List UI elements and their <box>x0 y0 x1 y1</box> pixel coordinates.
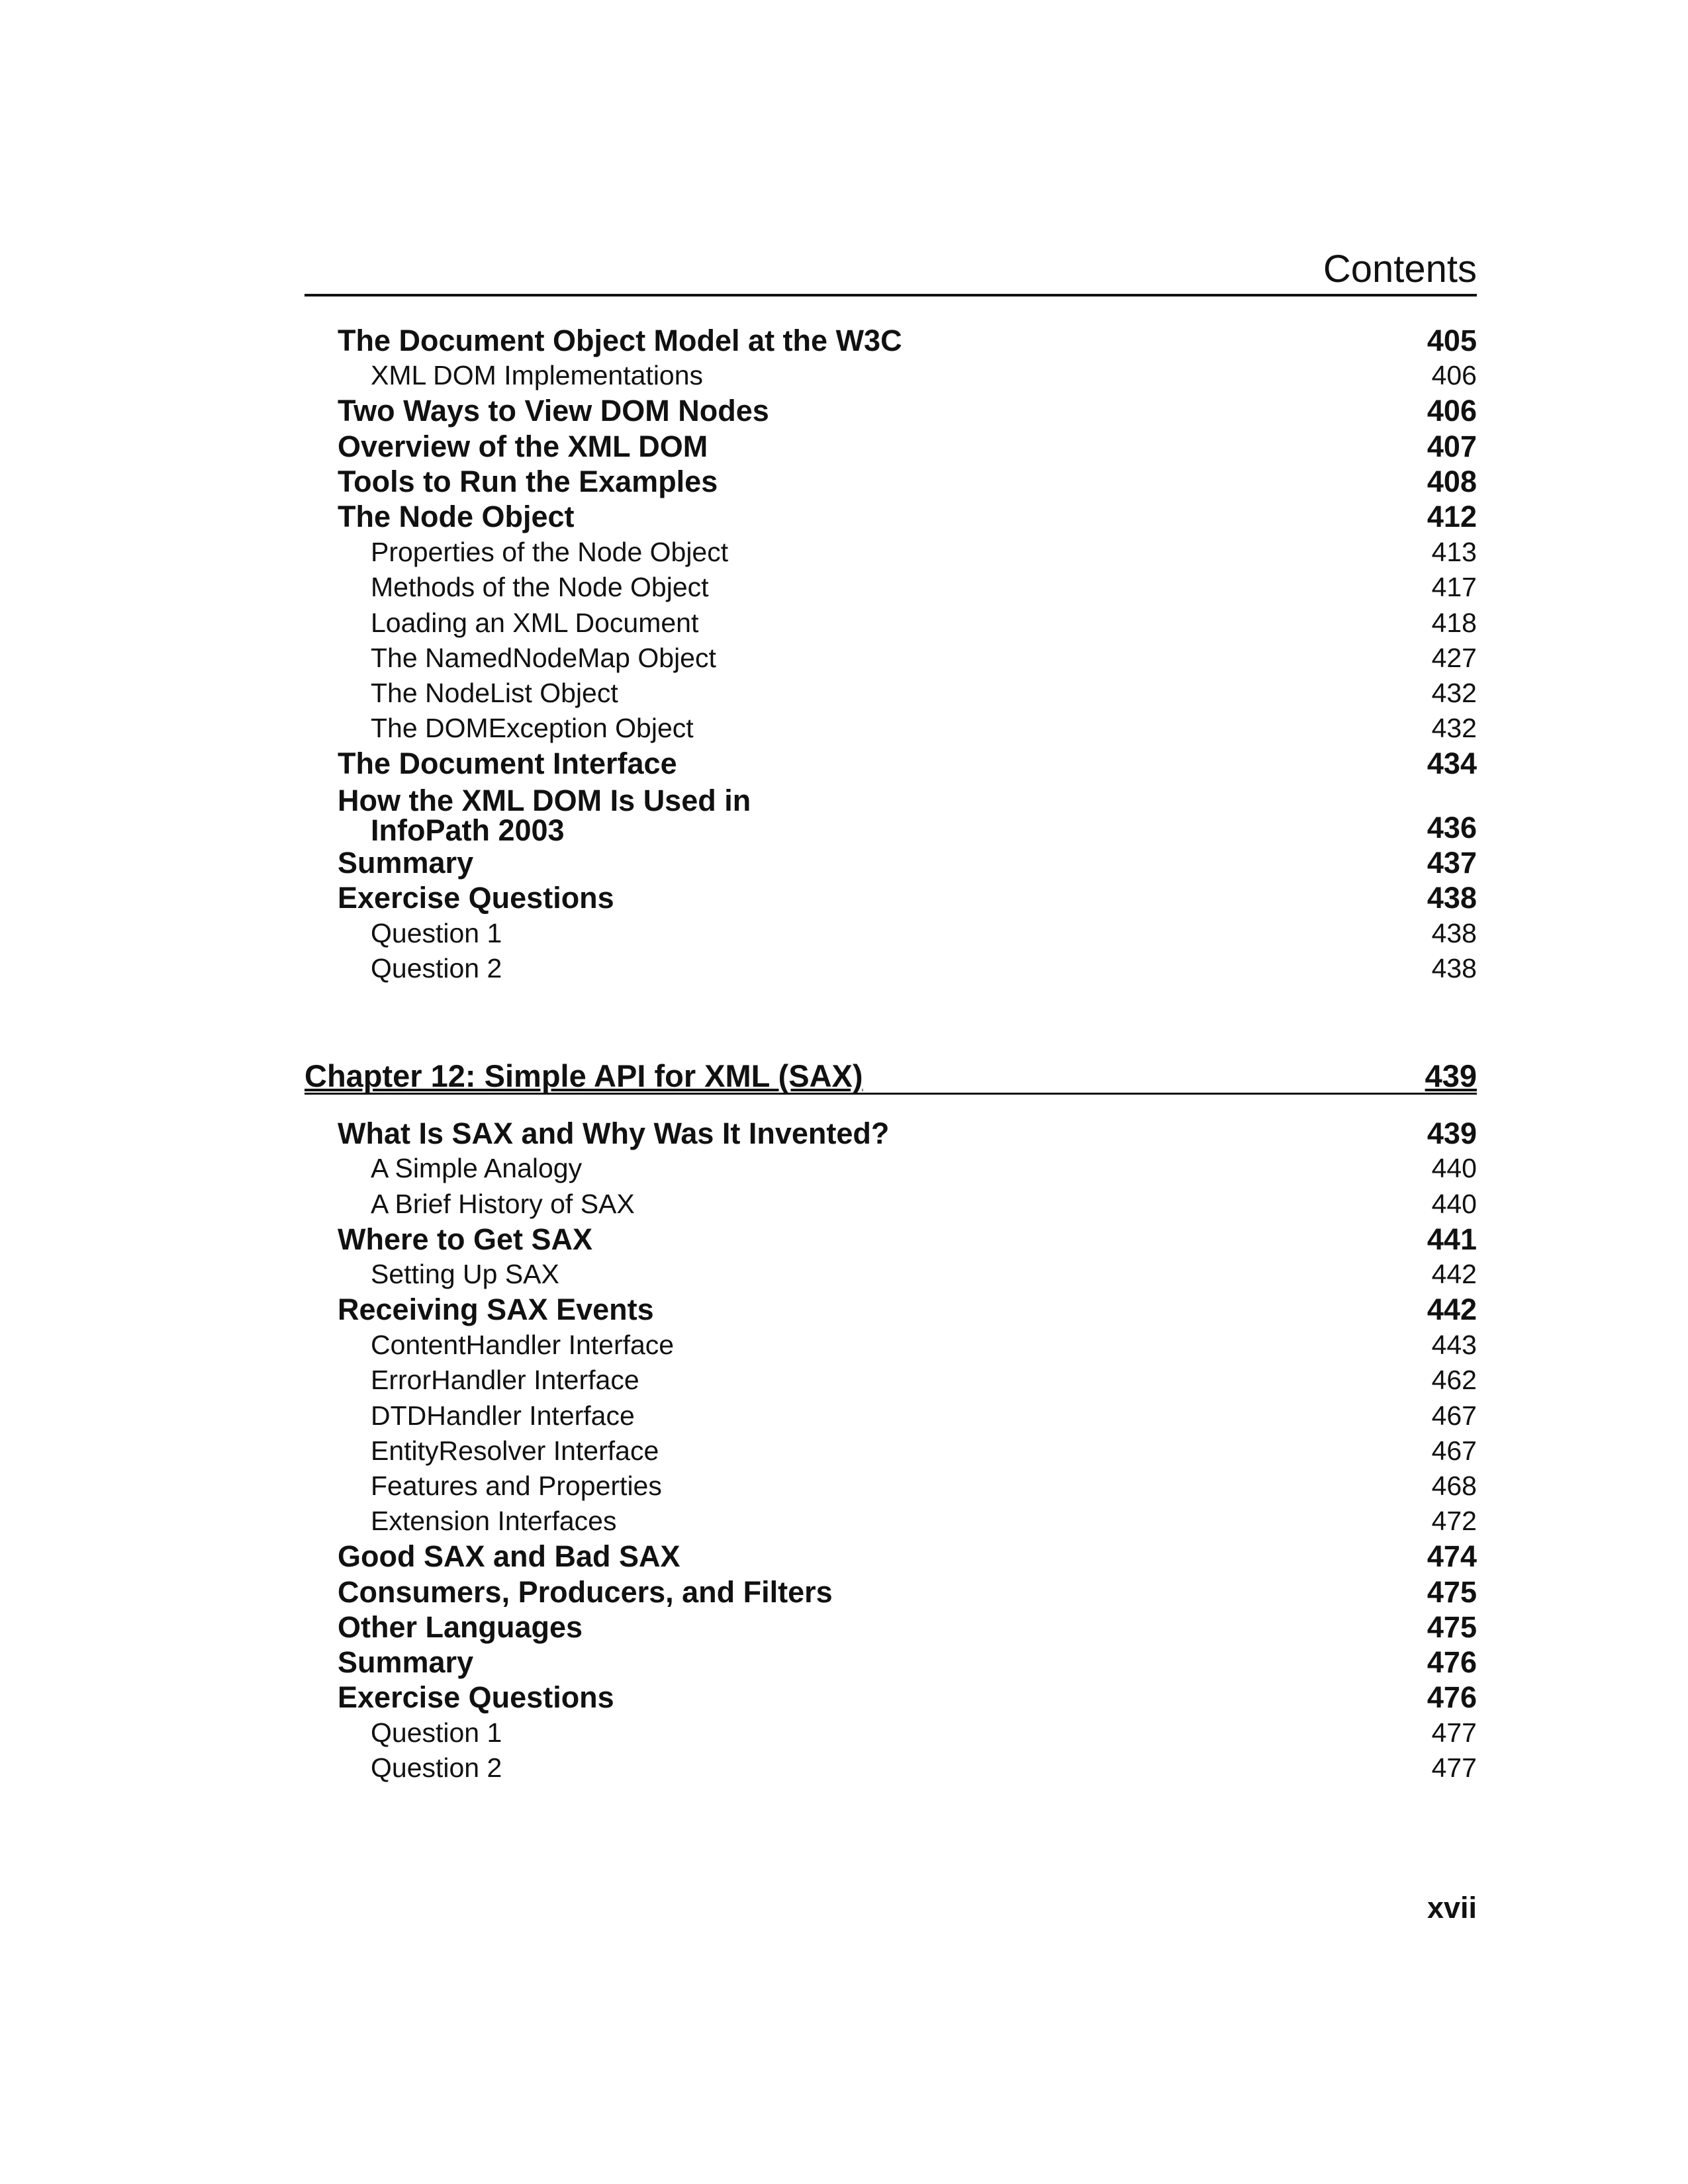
toc-subentry[interactable] <box>305 951 1477 986</box>
toc-entry-label: The Document Interface <box>338 747 677 781</box>
toc-entry-page-number: 427 <box>1431 642 1477 673</box>
toc-entry-page-number: 442 <box>1427 1293 1477 1327</box>
toc-entry-page-number: 418 <box>1431 607 1477 638</box>
toc-entry-page-number: 440 <box>1431 1188 1477 1219</box>
toc-entry-page-number: 439 <box>1427 1116 1477 1150</box>
toc-entry-page-number: 417 <box>1431 572 1477 603</box>
chapter-page-number: 439 <box>1425 1058 1477 1093</box>
toc-subentry[interactable] <box>305 915 1477 950</box>
toc-entry-page-number: 467 <box>1431 1435 1477 1466</box>
toc-entry-label: Good SAX and Bad SAX <box>338 1539 680 1574</box>
toc-entry[interactable] <box>305 880 1477 915</box>
toc-entry-page-number: 413 <box>1431 536 1477 567</box>
toc-subentry[interactable] <box>305 1398 1477 1433</box>
toc-entry-page-number: 438 <box>1431 917 1477 948</box>
toc-entry-page-number: 475 <box>1427 1610 1477 1644</box>
toc-entry-label: Question 2 <box>371 1752 502 1784</box>
toc-entry[interactable] <box>305 747 1477 782</box>
toc-entry[interactable] <box>305 1539 1477 1574</box>
toc-entry-label: Overview of the XML DOM <box>338 429 708 463</box>
toc-entry-label: A Simple Analogy <box>371 1153 583 1184</box>
toc-entry-label: The NodeList Object <box>371 678 618 709</box>
toc-entry-page-number: 477 <box>1431 1717 1477 1749</box>
toc-entry-page-number: 408 <box>1427 464 1477 498</box>
toc-subentry[interactable] <box>305 1751 1477 1786</box>
toc-entry[interactable] <box>305 429 1477 464</box>
running-header-title: Contents <box>1323 248 1477 291</box>
toc-entry[interactable] <box>305 1222 1477 1257</box>
toc-entry-page-number: 475 <box>1427 1574 1477 1609</box>
toc-entry[interactable] <box>305 1292 1477 1327</box>
toc-entry-label: Loading an XML Document <box>371 607 699 638</box>
toc-entry-page-number: 407 <box>1427 429 1477 463</box>
toc-section-sax <box>305 1116 1477 1786</box>
toc-entry[interactable] <box>305 1116 1477 1151</box>
toc-entry[interactable] <box>305 499 1477 534</box>
toc-entry-label: ErrorHandler Interface <box>371 1365 639 1396</box>
toc-entry-label: Where to Get SAX <box>338 1222 593 1256</box>
toc-entry-page-number: 432 <box>1431 713 1477 744</box>
toc-entry-page-number: 442 <box>1431 1259 1477 1290</box>
toc-entry[interactable] <box>305 1680 1477 1715</box>
toc-entry-page-number: 468 <box>1431 1471 1477 1502</box>
toc-entry-label: The Node Object <box>338 500 575 534</box>
toc-entry[interactable] <box>305 1610 1477 1645</box>
toc-subentry[interactable] <box>305 1469 1477 1504</box>
toc-entry-page-number: 462 <box>1431 1365 1477 1396</box>
toc-entry[interactable] <box>305 1645 1477 1680</box>
toc-entry-label: The Document Object Model at the W3C <box>338 323 902 357</box>
toc-entry[interactable] <box>305 845 1477 880</box>
toc-subentry[interactable] <box>305 1187 1477 1222</box>
toc-entry[interactable] <box>305 323 1477 358</box>
toc-entry-label: Question 1 <box>371 917 502 948</box>
toc-subentry[interactable] <box>305 676 1477 711</box>
toc-entry-page-number: 432 <box>1431 678 1477 709</box>
toc-subentry[interactable] <box>305 1504 1477 1539</box>
toc-entry-page-number: 406 <box>1431 360 1477 391</box>
toc-entry-label: Consumers, Producers, and Filters <box>338 1574 833 1609</box>
toc-entry-label-line: How the XML DOM Is Used in <box>338 783 751 817</box>
toc-subentry[interactable] <box>305 570 1477 605</box>
toc-entry-page-number: 472 <box>1431 1506 1477 1537</box>
chapter-title: Chapter 12: Simple API for XML (SAX) <box>305 1058 863 1093</box>
toc-subentry[interactable] <box>305 605 1477 640</box>
toc-entry-label: XML DOM Implementations <box>371 360 704 391</box>
toc-entry-label <box>305 783 751 847</box>
toc-entry[interactable] <box>305 394 1477 429</box>
toc-entry-label: Other Languages <box>338 1610 583 1644</box>
toc-entry-label: Question 1 <box>371 1717 502 1749</box>
toc-entry-label: Exercise Questions <box>338 1680 614 1715</box>
toc-entry-page-number: 440 <box>1431 1153 1477 1184</box>
toc-entry-label: Tools to Run the Examples <box>338 464 718 498</box>
toc-subentry[interactable] <box>305 1363 1477 1398</box>
toc-entry-label: ContentHandler Interface <box>371 1329 675 1360</box>
toc-section-dom <box>305 323 1477 986</box>
toc-entry-label: Extension Interfaces <box>371 1506 617 1537</box>
toc-entry-label: Receiving SAX Events <box>338 1293 654 1327</box>
toc-subentry[interactable] <box>305 358 1477 393</box>
toc-entry-label: Question 2 <box>371 952 502 983</box>
toc-subentry[interactable] <box>305 711 1477 746</box>
toc-entry-label: The NamedNodeMap Object <box>371 642 716 673</box>
toc-entry-label: Summary <box>338 845 474 880</box>
toc-entry-page-number: 441 <box>1427 1222 1477 1256</box>
toc-subentry[interactable] <box>305 1433 1477 1469</box>
page-folio: xvii <box>1427 1891 1477 1925</box>
toc-entry-page-number: 412 <box>1427 500 1477 534</box>
chapter-heading[interactable] <box>305 1051 1477 1095</box>
toc-entry-label: Methods of the Node Object <box>371 572 709 603</box>
toc-entry-page-number: 437 <box>1427 845 1477 880</box>
toc-subentry[interactable] <box>305 1151 1477 1186</box>
toc-entry-page-number: 467 <box>1431 1400 1477 1431</box>
toc-entry-page-number: 434 <box>1427 747 1477 781</box>
running-header <box>305 244 1477 296</box>
toc-entry-page-number: 474 <box>1427 1539 1477 1574</box>
toc-entry-page-number: 476 <box>1427 1680 1477 1715</box>
toc-entry-page-number: 438 <box>1431 952 1477 983</box>
toc-entry-page-number: 405 <box>1427 323 1477 357</box>
toc-entry-label: The DOMException Object <box>371 713 694 744</box>
toc-entry-page-number: 477 <box>1431 1752 1477 1784</box>
toc-entry-label: Two Ways to View DOM Nodes <box>338 394 769 428</box>
toc-entry-label: Exercise Questions <box>338 880 614 915</box>
toc-entry[interactable] <box>305 1574 1477 1610</box>
toc-subentry[interactable] <box>305 1328 1477 1363</box>
toc-entry-label: DTDHandler Interface <box>371 1400 635 1431</box>
toc-entry-label: Setting Up SAX <box>371 1259 559 1290</box>
toc-entry[interactable] <box>305 782 1477 845</box>
toc-entry-page-number: 443 <box>1431 1329 1477 1360</box>
toc-entry-page-number: 476 <box>1427 1645 1477 1680</box>
toc-entry-label: Properties of the Node Object <box>371 536 729 567</box>
toc-entry-label: Features and Properties <box>371 1471 662 1502</box>
toc-subentry[interactable] <box>305 535 1477 570</box>
toc-entry-page-number: 438 <box>1427 880 1477 915</box>
toc-subentry[interactable] <box>305 1257 1477 1292</box>
toc-entry[interactable] <box>305 464 1477 499</box>
toc-entry-label: Summary <box>338 1645 474 1680</box>
toc-entry-label: What Is SAX and Why Was It Invented? <box>338 1116 890 1150</box>
toc-entry-label: EntityResolver Interface <box>371 1435 659 1466</box>
toc-entry-page-number: 406 <box>1427 394 1477 428</box>
toc-entry-page-number: 436 <box>1427 810 1477 844</box>
toc-subentry[interactable] <box>305 1715 1477 1751</box>
toc-subentry[interactable] <box>305 641 1477 676</box>
toc-entry-label: A Brief History of SAX <box>371 1188 635 1219</box>
toc-entry-label-continuation: InfoPath 2003 <box>371 813 565 847</box>
